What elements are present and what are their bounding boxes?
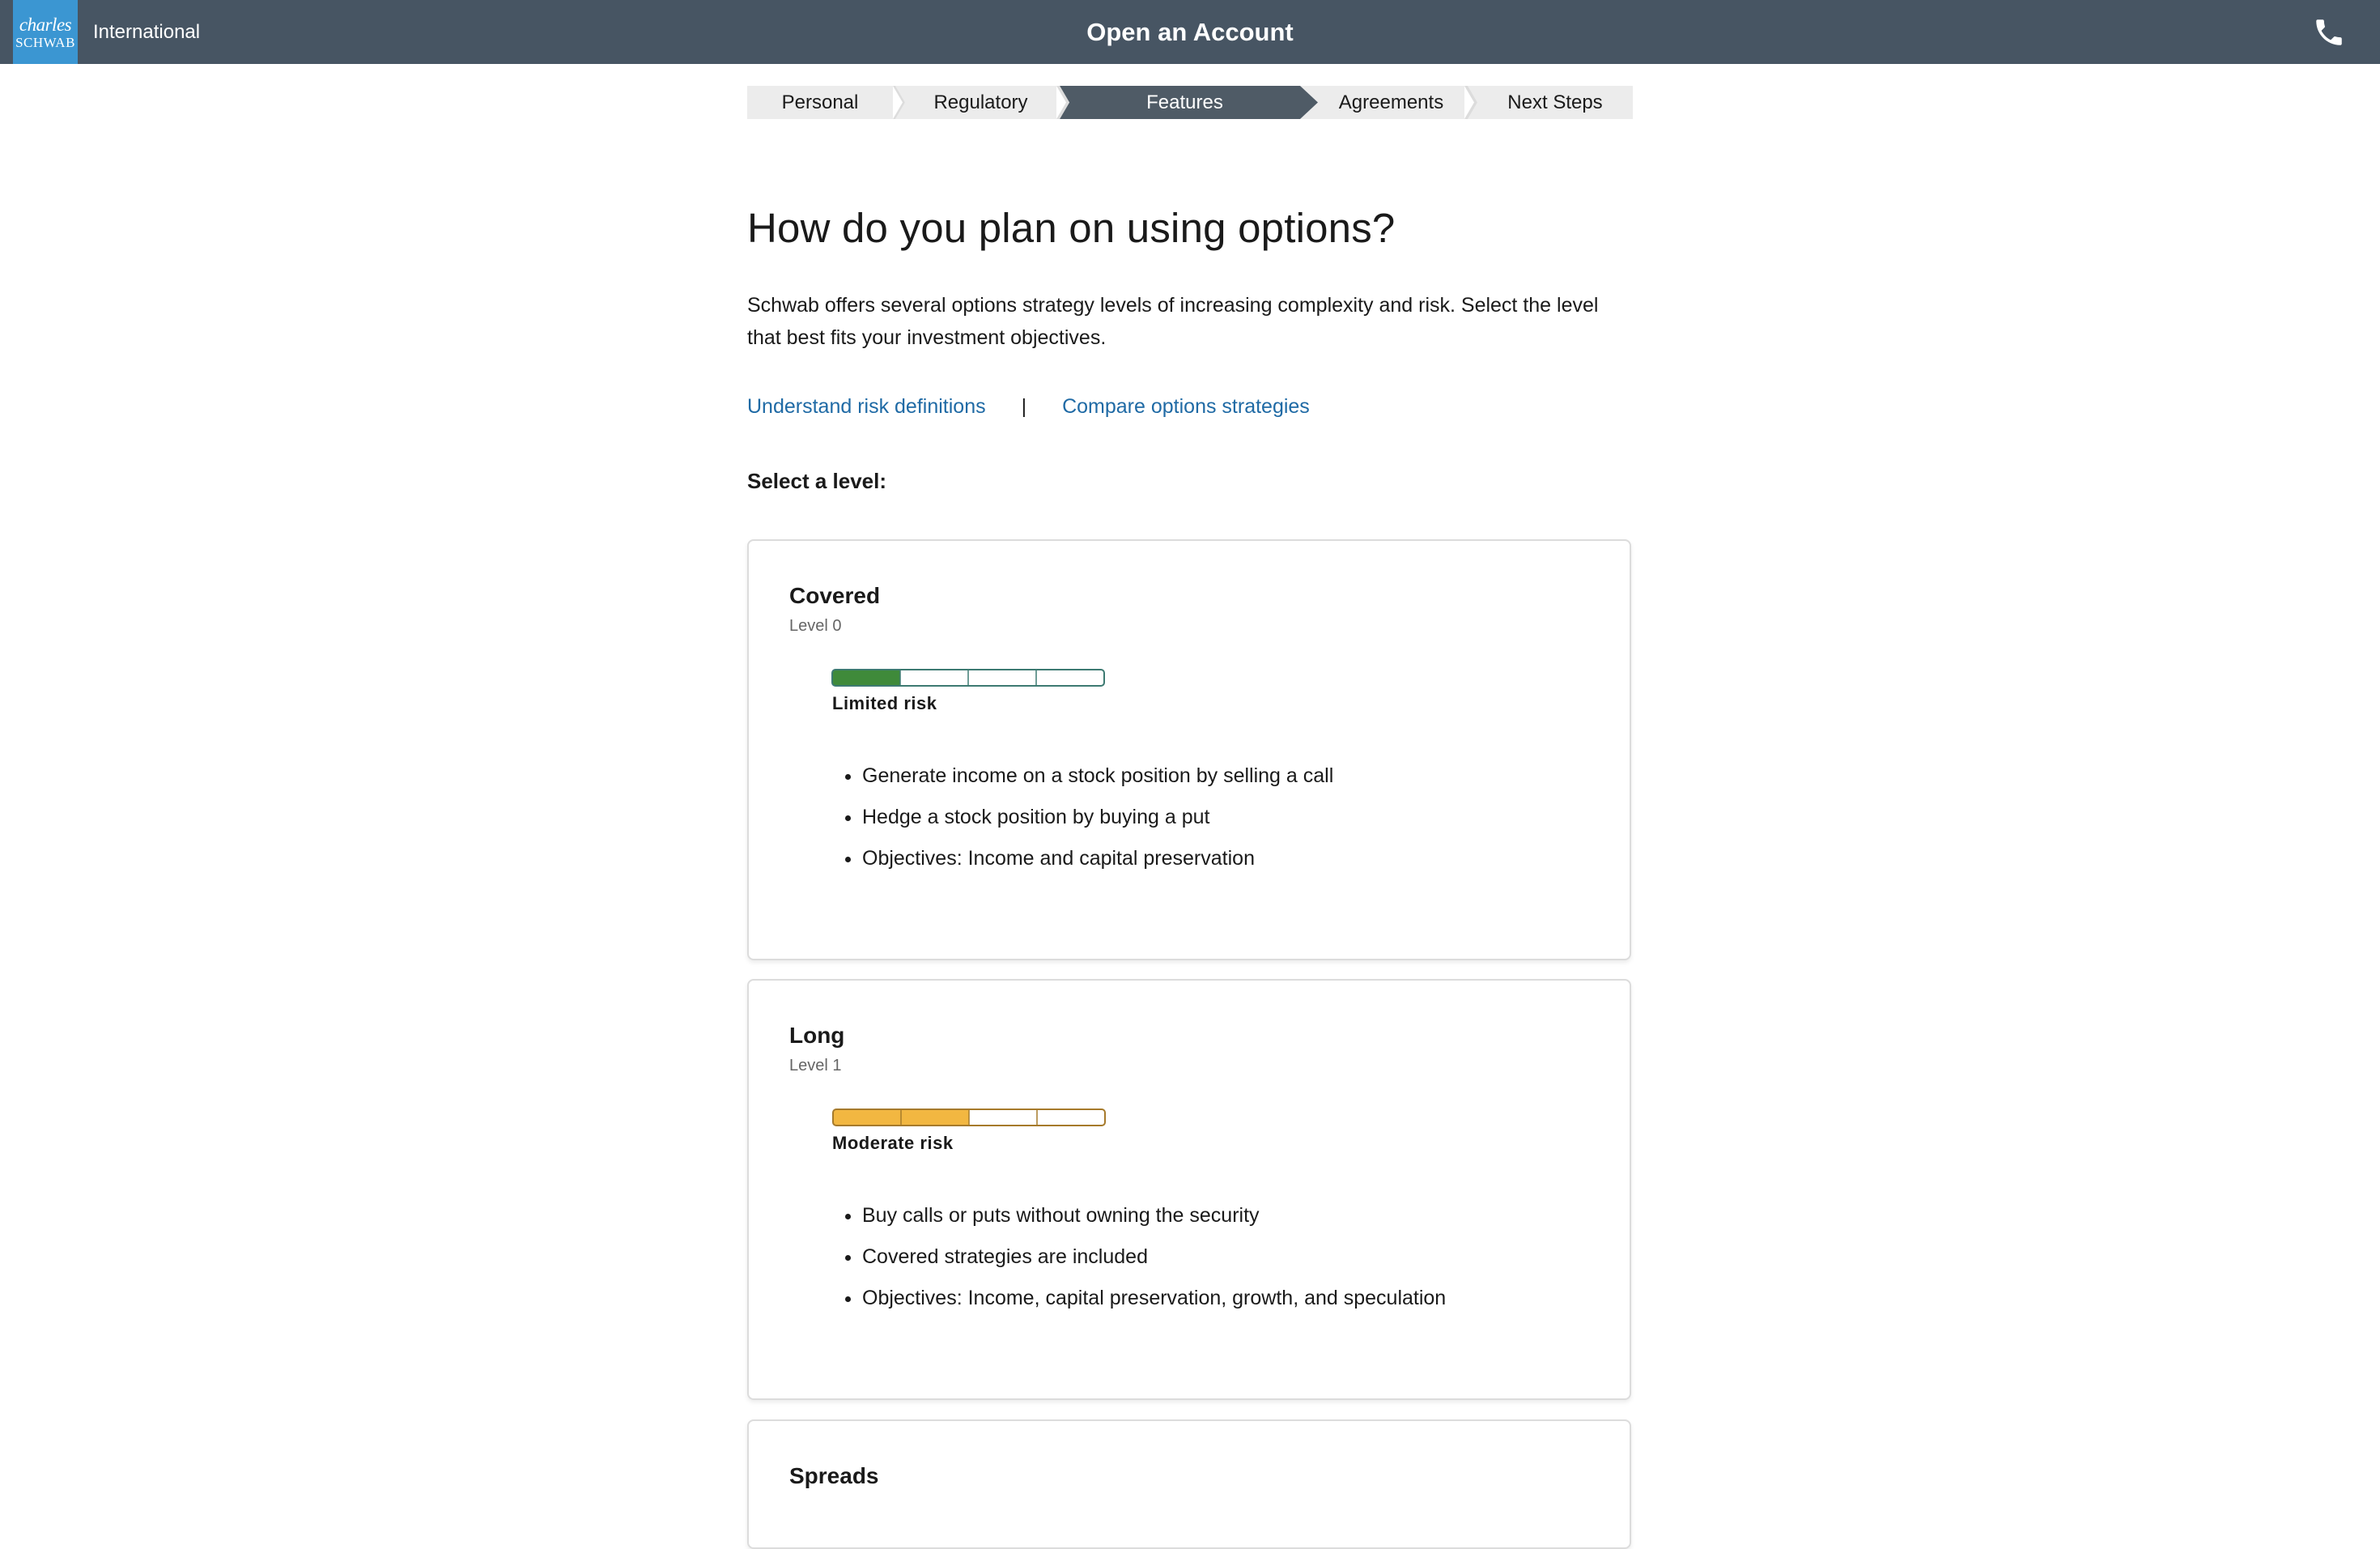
intro-text: Schwab offers several options strategy levels of increasing complexity and risk. Select the level that best fits your investment objectives.: [747, 294, 1599, 349]
schwab-logo[interactable]: [13, 0, 78, 64]
link-separator: |: [1021, 395, 1027, 418]
page-title: Open an Account: [1086, 18, 1294, 46]
region-label: International: [93, 21, 201, 43]
level-number: Level 0: [789, 617, 842, 635]
level-card-spreads[interactable]: [747, 1419, 1631, 1549]
level-title: Covered: [789, 583, 881, 608]
level-bullets: [830, 755, 1333, 879]
list-item: • Objectives: Income and capital preservation: [862, 838, 1333, 879]
list-item: • Generate income on a stock position by selling a call: [862, 755, 1333, 797]
level-card-covered[interactable]: [747, 539, 1631, 960]
list-item: • Covered strategies are included: [862, 1236, 1446, 1278]
list-item: • Hedge a stock position by buying a put: [862, 797, 1333, 838]
risk-meter: [832, 1109, 1107, 1128]
risk-label: Moderate risk: [832, 1133, 954, 1153]
phone-icon[interactable]: [2312, 15, 2346, 49]
progress-stepper: [747, 86, 1633, 119]
level-title: Long: [789, 1023, 845, 1048]
level-bullets: [830, 1195, 1446, 1319]
step-next-steps[interactable]: Next Steps: [1507, 91, 1603, 113]
list-item: • Buy calls or puts without owning the security: [862, 1195, 1446, 1236]
page-heading: How do you plan on using options?: [747, 205, 1396, 251]
step-agreements[interactable]: Agreements: [1338, 91, 1444, 113]
risk-segment-filled: [833, 1109, 901, 1126]
risk-meter: [831, 669, 1107, 688]
select-level-label: Select a level:: [747, 469, 886, 493]
risk-label: Limited risk: [832, 693, 937, 713]
level-title: Spreads: [789, 1463, 879, 1488]
compare-strategies-link[interactable]: Compare options strategies: [1062, 395, 1310, 418]
logo-line1: charles: [19, 15, 72, 35]
top-bar: [0, 0, 2380, 64]
step-regulatory[interactable]: Regulatory: [933, 91, 1028, 113]
level-card-long[interactable]: [747, 979, 1631, 1400]
risk-segment-filled: [901, 1109, 969, 1126]
risk-segment-filled: [832, 670, 900, 686]
step-personal[interactable]: Personal: [781, 91, 859, 113]
list-item: • Objectives: Income, capital preservation, growth, and speculation: [862, 1278, 1446, 1319]
step-features[interactable]: Features: [1146, 91, 1223, 113]
risk-definitions-link[interactable]: Understand risk definitions: [747, 395, 986, 418]
help-links: [747, 395, 1310, 424]
logo-line2: SCHWAB: [15, 35, 75, 50]
level-number: Level 1: [789, 1057, 842, 1075]
